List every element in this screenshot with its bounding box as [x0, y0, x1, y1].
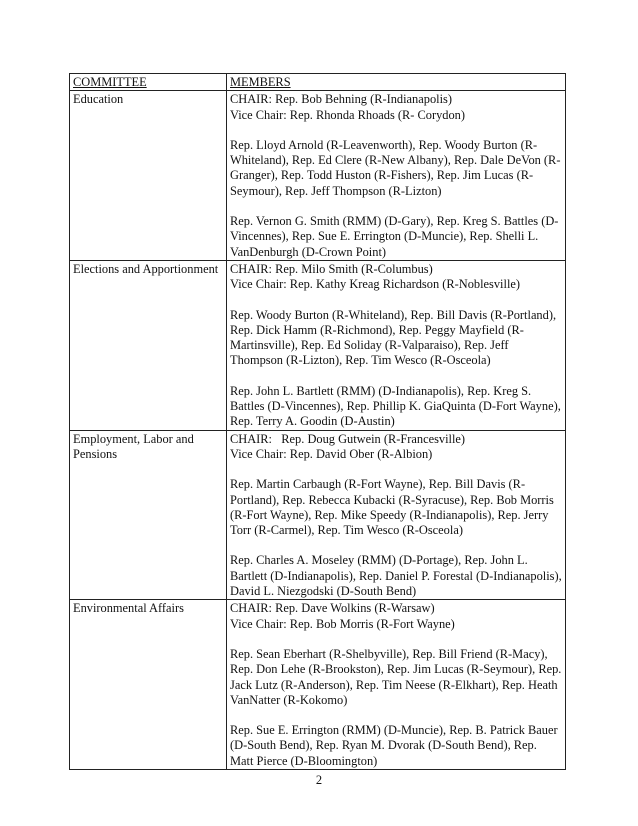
vice-chair-line: Vice Chair: Rep. Rhonda Rhoads (R- Corydon) — [230, 107, 465, 122]
majority-members: Rep. Lloyd Arnold (R-Leavenworth), Rep. Woody Burton (R-Whiteland), Rep. Ed Clere (R-New Albany), Rep. Dale DeVon (R-Granger), Rep. Todd Huston (R-Fishers), Rep. Jim Lucas (R-Seymour), Rep. Jeff Thompson (R-Lizton) — [230, 137, 561, 198]
members-cell — [227, 260, 566, 430]
vice-chair-line: Vice Chair: Rep. Bob Morris (R-Fort Wayne) — [230, 616, 455, 631]
members-cell — [227, 430, 566, 600]
committee-name: Elections and Apportionment — [70, 260, 227, 430]
members-cell — [227, 600, 566, 770]
minority-members: Rep. Sue E. Errington (RMM) (D-Muncie), Rep. B. Patrick Bauer (D-South Bend), Rep. Ryan M. Dvorak (D-South Bend), Rep. Matt Pierce (D-Bloomington) — [230, 723, 558, 768]
majority-members: Rep. Woody Burton (R-Whiteland), Rep. Bill Davis (R-Portland), Rep. Dick Hamm (R-Richmond), Rep. Peggy Mayfield (R-Martinsville), Rep. Ed Soliday (R-Valparaiso), Rep. Jeff Thompson (R-Lizton), Rep. Tim Wesco (R-Osceola) — [230, 307, 557, 368]
minority-members: Rep. Vernon G. Smith (RMM) (D-Gary), Rep. Kreg S. Battles (D-Vincennes), Rep. Sue E. Errington (D-Muncie), Rep. Shelli L. VanDenburgh (D-Crown Point) — [230, 214, 559, 259]
vice-chair-line: Vice Chair: Rep. Kathy Kreag Richardson (R-Noblesville) — [230, 277, 521, 292]
minority-members: Rep. John L. Bartlett (RMM) (D-Indianapolis), Rep. Kreg S. Battles (D-Vincennes), Rep. Phillip K. GiaQuinta (D-Fort Wayne), Rep. Terry A. Goodin (D-Austin) — [230, 383, 561, 429]
table-row — [70, 260, 566, 430]
committee-name: Employment, Labor and Pensions — [70, 430, 227, 600]
column-header-members: MEMBERS — [227, 74, 566, 91]
vice-chair-line: Vice Chair: Rep. David Ober (R-Albion) — [230, 446, 433, 461]
majority-members: Rep. Martin Carbaugh (R-Fort Wayne), Rep. Bill Davis (R-Portland), Rep. Rebecca Kubacki (R-Syracuse), Rep. Bob Morris (R-Fort Wayne), Rep. Mike Speedy (R-Indianapolis), Rep. Jerry Torr (R-Carmel), Rep. Tim Wesco (R-Osceola) — [230, 477, 554, 538]
chair-line: CHAIR: Rep. Bob Behning (R-Indianapolis) — [230, 92, 452, 107]
minority-members: Rep. Charles A. Moseley (RMM) (D-Portage), Rep. John L. Bartlett (D-Indianapolis), Rep. Daniel P. Forestal (D-Indianapolis), David L. Niezgodski (D-South Bend) — [230, 553, 562, 599]
committee-name: Environmental Affairs — [70, 600, 227, 770]
column-header-committee: COMMITTEE — [70, 74, 227, 91]
table-header-row — [70, 74, 566, 91]
chair-line: CHAIR: Rep. Doug Gutwein (R-Francesville) — [230, 431, 466, 446]
chair-line: CHAIR: Rep. Dave Wolkins (R-Warsaw) — [230, 601, 435, 616]
table-row — [70, 430, 566, 600]
table-row — [70, 91, 566, 261]
committee-name: Education — [70, 91, 227, 261]
committee-table — [69, 73, 566, 770]
page-number: 2 — [315, 773, 323, 787]
majority-members: Rep. Sean Eberhart (R-Shelbyville), Rep. Bill Friend (R-Macy), Rep. Don Lehe (R-Brookston), Rep. Jim Lucas (R-Seymour), Rep. Jack Lutz (R-Anderson), Rep. Tim Neese (R-Elkhart), Rep. Heath VanNatter (R-Kokomo) — [230, 646, 562, 707]
table-row — [70, 600, 566, 770]
chair-line: CHAIR: Rep. Milo Smith (R-Columbus) — [230, 261, 433, 276]
members-cell — [227, 91, 566, 261]
